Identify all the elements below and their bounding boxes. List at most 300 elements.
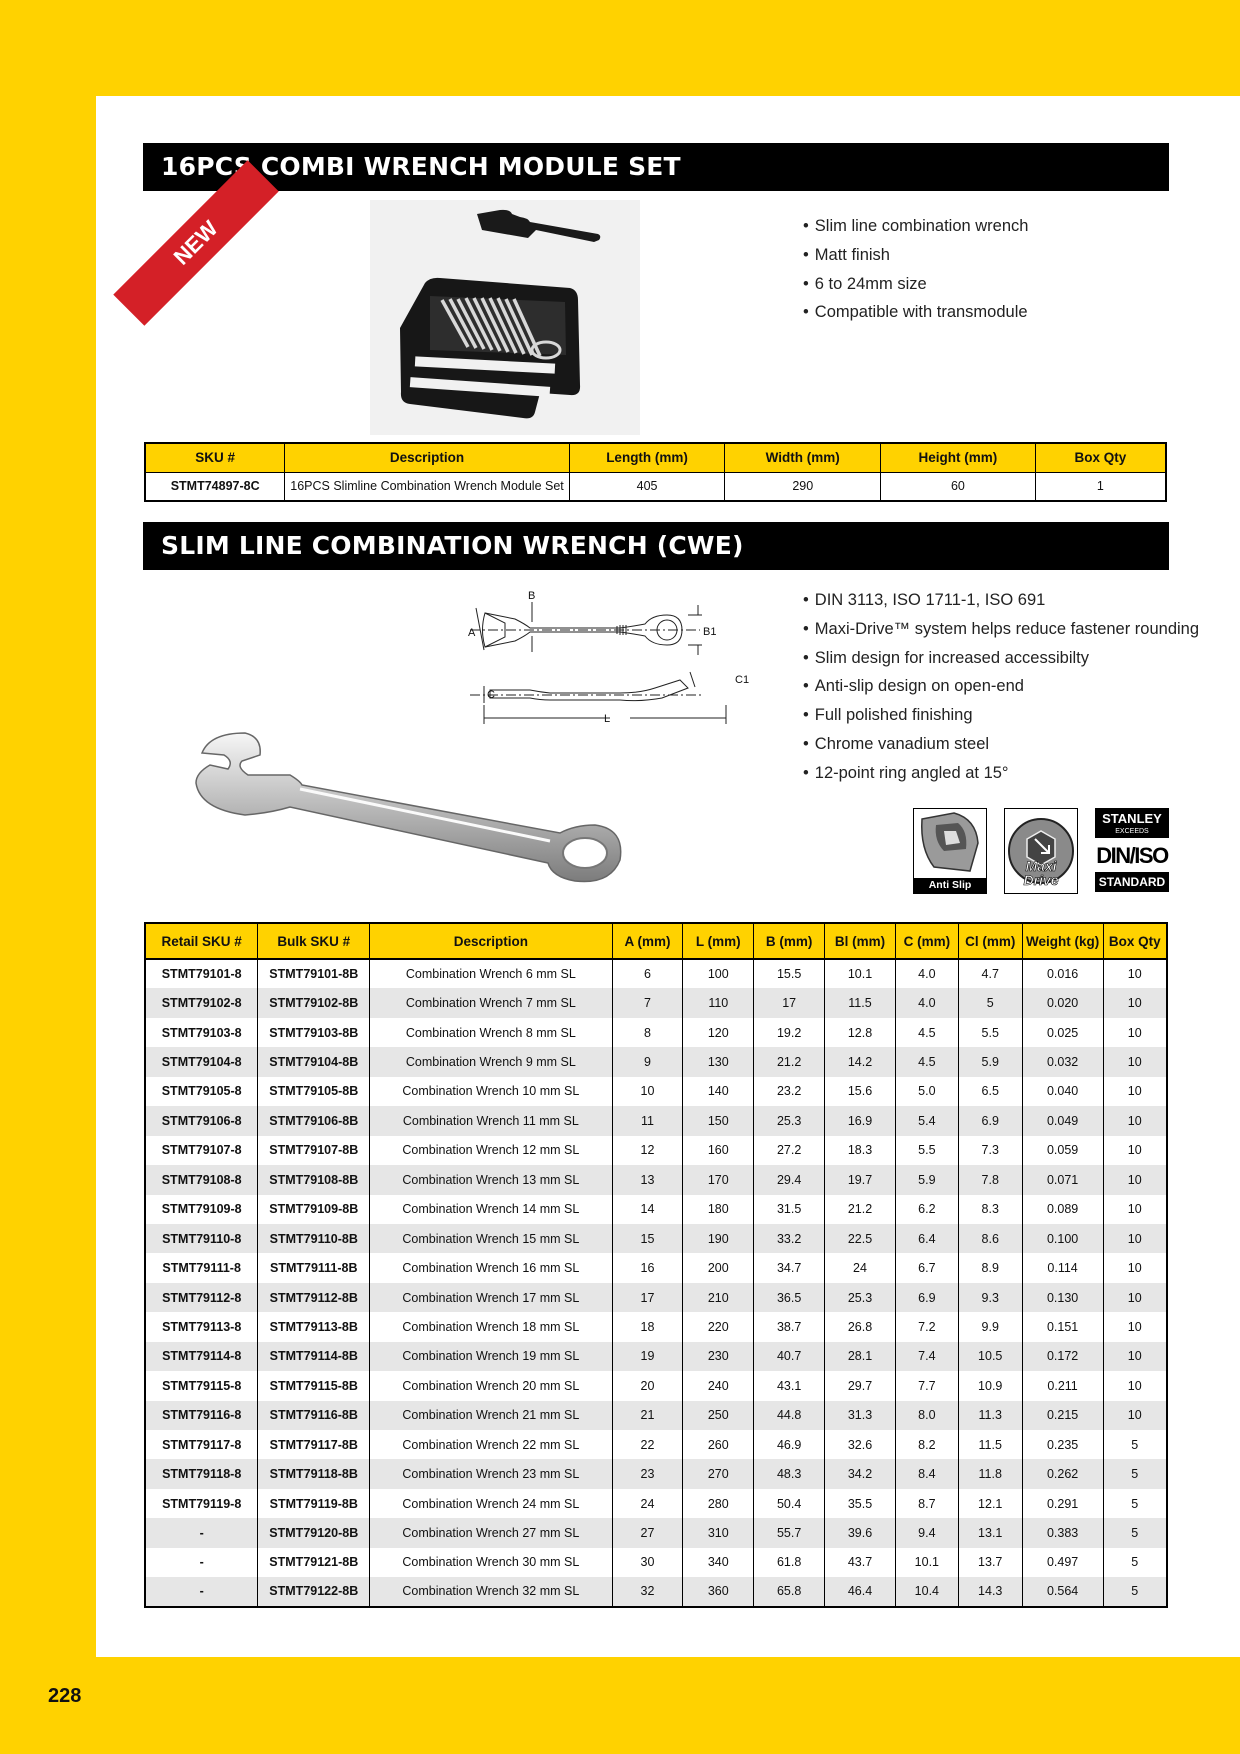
feature-item: • Slim design for increased accessibilty <box>803 644 1199 673</box>
exceeds-label: EXCEEDS <box>1095 828 1169 838</box>
description-cell: Combination Wrench 10 mm SL <box>370 1077 612 1106</box>
description-cell: Combination Wrench 20 mm SL <box>370 1371 612 1400</box>
description-cell: Combination Wrench 12 mm SL <box>370 1136 612 1165</box>
bl-mm-cell: 25.3 <box>825 1283 896 1312</box>
bl-mm-cell: 15.6 <box>825 1077 896 1106</box>
b-mm-cell: 23.2 <box>754 1077 825 1106</box>
box-qty-cell: 10 <box>1103 988 1167 1017</box>
section-title-module-set: 16PCS COMBI WRENCH MODULE SET <box>143 143 1169 191</box>
bulk-sku-cell: STMT79103-8B <box>258 1018 370 1047</box>
box-qty-cell: 5 <box>1103 1459 1167 1488</box>
bl-mm-cell: 43.7 <box>825 1548 896 1577</box>
a-mm-cell: 16 <box>612 1253 683 1282</box>
section-title-combination-wrench: SLIM LINE COMBINATION WRENCH (CWE) <box>143 522 1169 570</box>
column-header: Weight (kg) <box>1022 923 1103 959</box>
wrench-dimension-diagram <box>470 590 760 730</box>
c-mm-cell: 5.9 <box>895 1165 958 1194</box>
cl-mm-cell: 8.6 <box>958 1224 1022 1253</box>
anti-slip-badge <box>913 808 987 894</box>
bulk-sku-cell: STMT79107-8B <box>258 1136 370 1165</box>
retail-sku-cell: STMT79101-8 <box>145 959 258 988</box>
weight-cell: 0.291 <box>1022 1489 1103 1518</box>
weight-cell: 0.025 <box>1022 1018 1103 1047</box>
b-mm-cell: 38.7 <box>754 1312 825 1341</box>
table-row <box>145 1195 1167 1224</box>
b-mm-cell: 19.2 <box>754 1018 825 1047</box>
a-mm-cell: 7 <box>612 988 683 1017</box>
retail-sku-cell: STMT79115-8 <box>145 1371 258 1400</box>
dimension-label-a: A <box>468 627 476 639</box>
b-mm-cell: 46.9 <box>754 1430 825 1459</box>
retail-sku-cell: STMT79111-8 <box>145 1253 258 1282</box>
a-mm-cell: 17 <box>612 1283 683 1312</box>
a-mm-cell: 14 <box>612 1195 683 1224</box>
bl-mm-cell: 16.9 <box>825 1106 896 1135</box>
weight-cell: 0.049 <box>1022 1106 1103 1135</box>
retail-sku-cell: STMT79119-8 <box>145 1489 258 1518</box>
box-qty-cell: 10 <box>1103 1253 1167 1282</box>
a-mm-cell: 12 <box>612 1136 683 1165</box>
c-mm-cell: 7.2 <box>895 1312 958 1341</box>
bulk-sku-cell: STMT79110-8B <box>258 1224 370 1253</box>
box-qty-cell: 10 <box>1103 1283 1167 1312</box>
box-qty-cell: 5 <box>1103 1489 1167 1518</box>
b-mm-cell: 40.7 <box>754 1342 825 1371</box>
cl-mm-cell: 4.7 <box>958 959 1022 988</box>
table-row <box>145 1283 1167 1312</box>
table-row <box>145 1018 1167 1047</box>
b-mm-cell: 31.5 <box>754 1195 825 1224</box>
box-qty-cell: 10 <box>1103 1342 1167 1371</box>
b-mm-cell: 55.7 <box>754 1518 825 1547</box>
table-row <box>145 1548 1167 1577</box>
b-mm-cell: 36.5 <box>754 1283 825 1312</box>
column-header: Bulk SKU # <box>258 923 370 959</box>
box-qty-cell: 10 <box>1103 1047 1167 1076</box>
bl-mm-cell: 46.4 <box>825 1577 896 1606</box>
bl-mm-cell: 10.1 <box>825 959 896 988</box>
bl-mm-cell: 12.8 <box>825 1018 896 1047</box>
height-cell: 60 <box>881 472 1036 501</box>
c-mm-cell: 6.9 <box>895 1283 958 1312</box>
wrench-photo <box>190 725 670 885</box>
stanley-logo: STANLEY <box>1095 808 1169 828</box>
box-qty-cell: 10 <box>1103 1077 1167 1106</box>
box-qty-cell: 10 <box>1103 1224 1167 1253</box>
bulk-sku-cell: STMT79102-8B <box>258 988 370 1017</box>
table-row <box>145 1224 1167 1253</box>
weight-cell: 0.130 <box>1022 1283 1103 1312</box>
weight-cell: 0.071 <box>1022 1165 1103 1194</box>
bulk-sku-cell: STMT79122-8B <box>258 1577 370 1606</box>
box-qty-cell: 10 <box>1103 1106 1167 1135</box>
bulk-sku-cell: STMT79105-8B <box>258 1077 370 1106</box>
bulk-sku-cell: STMT79113-8B <box>258 1312 370 1341</box>
weight-cell: 0.383 <box>1022 1518 1103 1547</box>
a-mm-cell: 18 <box>612 1312 683 1341</box>
b-mm-cell: 29.4 <box>754 1165 825 1194</box>
a-mm-cell: 8 <box>612 1018 683 1047</box>
table-row <box>145 1577 1167 1606</box>
column-header: Height (mm) <box>881 443 1036 472</box>
feature-item: • Full polished finishing <box>803 701 1199 730</box>
length-cell: 405 <box>569 472 725 501</box>
bulk-sku-cell: STMT79109-8B <box>258 1195 370 1224</box>
c-mm-cell: 5.0 <box>895 1077 958 1106</box>
width-cell: 290 <box>725 472 881 501</box>
new-badge-label: NEW <box>113 160 278 325</box>
a-mm-cell: 30 <box>612 1548 683 1577</box>
table-row <box>145 1371 1167 1400</box>
table-row <box>145 1047 1167 1076</box>
bulk-sku-cell: STMT79118-8B <box>258 1459 370 1488</box>
table-row <box>145 1106 1167 1135</box>
weight-cell: 0.151 <box>1022 1312 1103 1341</box>
table-row <box>145 1342 1167 1371</box>
b-mm-cell: 25.3 <box>754 1106 825 1135</box>
b-mm-cell: 34.7 <box>754 1253 825 1282</box>
l-mm-cell: 220 <box>683 1312 754 1341</box>
description-cell: Combination Wrench 8 mm SL <box>370 1018 612 1047</box>
cl-mm-cell: 12.1 <box>958 1489 1022 1518</box>
column-header: SKU # <box>145 443 285 472</box>
c-mm-cell: 8.2 <box>895 1430 958 1459</box>
weight-cell: 0.100 <box>1022 1224 1103 1253</box>
new-badge <box>143 191 249 297</box>
weight-cell: 0.059 <box>1022 1136 1103 1165</box>
feature-item: • Matt finish <box>803 241 1028 270</box>
column-header: Box Qty <box>1035 443 1166 472</box>
description-cell: Combination Wrench 14 mm SL <box>370 1195 612 1224</box>
retail-sku-cell: - <box>145 1577 258 1606</box>
c-mm-cell: 5.5 <box>895 1136 958 1165</box>
retail-sku-cell: STMT79113-8 <box>145 1312 258 1341</box>
c-mm-cell: 8.4 <box>895 1459 958 1488</box>
c-mm-cell: 6.4 <box>895 1224 958 1253</box>
description-cell: Combination Wrench 24 mm SL <box>370 1489 612 1518</box>
bulk-sku-cell: STMT79111-8B <box>258 1253 370 1282</box>
c-mm-cell: 8.0 <box>895 1401 958 1430</box>
wrench-features <box>803 586 1199 788</box>
box-qty-cell: 1 <box>1035 472 1166 501</box>
cl-mm-cell: 5.9 <box>958 1047 1022 1076</box>
l-mm-cell: 260 <box>683 1430 754 1459</box>
a-mm-cell: 19 <box>612 1342 683 1371</box>
box-qty-cell: 10 <box>1103 1371 1167 1400</box>
bulk-sku-cell: STMT79119-8B <box>258 1489 370 1518</box>
feature-item: • 6 to 24mm size <box>803 270 1028 299</box>
box-qty-cell: 5 <box>1103 1548 1167 1577</box>
l-mm-cell: 210 <box>683 1283 754 1312</box>
bl-mm-cell: 14.2 <box>825 1047 896 1076</box>
l-mm-cell: 110 <box>683 988 754 1017</box>
bl-mm-cell: 26.8 <box>825 1312 896 1341</box>
box-qty-cell: 10 <box>1103 1136 1167 1165</box>
module-set-features <box>803 212 1028 327</box>
feature-item: • Maxi-Drive™ system helps reduce fastener rounding <box>803 615 1199 644</box>
bulk-sku-cell: STMT79114-8B <box>258 1342 370 1371</box>
cl-mm-cell: 13.7 <box>958 1548 1022 1577</box>
anti-slip-icon <box>914 809 986 879</box>
b-mm-cell: 21.2 <box>754 1047 825 1076</box>
bl-mm-cell: 21.2 <box>825 1195 896 1224</box>
box-qty-cell: 10 <box>1103 1401 1167 1430</box>
wrench-spec-table <box>144 922 1168 1608</box>
table-header-row <box>145 443 1166 472</box>
cl-mm-cell: 13.1 <box>958 1518 1022 1547</box>
l-mm-cell: 170 <box>683 1165 754 1194</box>
cl-mm-cell: 6.9 <box>958 1106 1022 1135</box>
table-row <box>145 1253 1167 1282</box>
cl-mm-cell: 5 <box>958 988 1022 1017</box>
a-mm-cell: 23 <box>612 1459 683 1488</box>
cl-mm-cell: 8.3 <box>958 1195 1022 1224</box>
bulk-sku-cell: STMT79112-8B <box>258 1283 370 1312</box>
table-row <box>145 1518 1167 1547</box>
weight-cell: 0.016 <box>1022 959 1103 988</box>
a-mm-cell: 24 <box>612 1489 683 1518</box>
box-qty-cell: 5 <box>1103 1577 1167 1606</box>
table-row <box>145 1459 1167 1488</box>
l-mm-cell: 150 <box>683 1106 754 1135</box>
l-mm-cell: 180 <box>683 1195 754 1224</box>
table-row <box>145 988 1167 1017</box>
cl-mm-cell: 9.3 <box>958 1283 1022 1312</box>
table-row <box>145 1136 1167 1165</box>
cl-mm-cell: 7.8 <box>958 1165 1022 1194</box>
box-qty-cell: 10 <box>1103 959 1167 988</box>
column-header: Length (mm) <box>569 443 725 472</box>
retail-sku-cell: STMT79110-8 <box>145 1224 258 1253</box>
wrench-table-body <box>145 959 1167 1607</box>
bl-mm-cell: 11.5 <box>825 988 896 1017</box>
maxi-drive-badge <box>1004 808 1078 894</box>
description-cell: 16PCS Slimline Combination Wrench Module Set <box>285 472 569 501</box>
table-row <box>145 1165 1167 1194</box>
description-cell: Combination Wrench 18 mm SL <box>370 1312 612 1341</box>
bl-mm-cell: 22.5 <box>825 1224 896 1253</box>
b-mm-cell: 27.2 <box>754 1136 825 1165</box>
standard-label: STANDARD <box>1095 872 1169 892</box>
l-mm-cell: 360 <box>683 1577 754 1606</box>
b-mm-cell: 65.8 <box>754 1577 825 1606</box>
dimension-label-l: L <box>604 713 611 725</box>
description-cell: Combination Wrench 11 mm SL <box>370 1106 612 1135</box>
weight-cell: 0.020 <box>1022 988 1103 1017</box>
feature-item: • DIN 3113, ISO 1711-1, ISO 691 <box>803 586 1199 615</box>
description-cell: Combination Wrench 23 mm SL <box>370 1459 612 1488</box>
module-set-photo <box>370 200 640 435</box>
page-number: 228 <box>48 1685 82 1707</box>
l-mm-cell: 270 <box>683 1459 754 1488</box>
feature-item: • Anti-slip design on open-end <box>803 672 1199 701</box>
module-set-spec-table <box>144 442 1167 502</box>
description-cell: Combination Wrench 22 mm SL <box>370 1430 612 1459</box>
c-mm-cell: 4.5 <box>895 1047 958 1076</box>
a-mm-cell: 10 <box>612 1077 683 1106</box>
bl-mm-cell: 24 <box>825 1253 896 1282</box>
b-mm-cell: 48.3 <box>754 1459 825 1488</box>
dimension-label-c1: C1 <box>735 674 750 686</box>
stanley-din-iso-badge <box>1095 808 1169 894</box>
column-header: B (mm) <box>754 923 825 959</box>
feature-item: • 12-point ring angled at 15° <box>803 759 1199 788</box>
feature-item: • Slim line combination wrench <box>803 212 1028 241</box>
bulk-sku-cell: STMT79101-8B <box>258 959 370 988</box>
anti-slip-label: Anti Slip <box>914 878 986 893</box>
description-cell: Combination Wrench 6 mm SL <box>370 959 612 988</box>
c-mm-cell: 4.0 <box>895 988 958 1017</box>
c-mm-cell: 10.1 <box>895 1548 958 1577</box>
retail-sku-cell: STMT79112-8 <box>145 1283 258 1312</box>
cl-mm-cell: 11.5 <box>958 1430 1022 1459</box>
c-mm-cell: 8.7 <box>895 1489 958 1518</box>
description-cell: Combination Wrench 13 mm SL <box>370 1165 612 1194</box>
a-mm-cell: 9 <box>612 1047 683 1076</box>
cl-mm-cell: 14.3 <box>958 1577 1022 1606</box>
box-qty-cell: 10 <box>1103 1312 1167 1341</box>
bulk-sku-cell: STMT79117-8B <box>258 1430 370 1459</box>
retail-sku-cell: STMT79107-8 <box>145 1136 258 1165</box>
table-row <box>145 959 1167 988</box>
retail-sku-cell: STMT79109-8 <box>145 1195 258 1224</box>
weight-cell: 0.089 <box>1022 1195 1103 1224</box>
bulk-sku-cell: STMT79115-8B <box>258 1371 370 1400</box>
weight-cell: 0.215 <box>1022 1401 1103 1430</box>
table-row <box>145 1430 1167 1459</box>
description-cell: Combination Wrench 27 mm SL <box>370 1518 612 1547</box>
l-mm-cell: 160 <box>683 1136 754 1165</box>
a-mm-cell: 11 <box>612 1106 683 1135</box>
table-row <box>145 1401 1167 1430</box>
bl-mm-cell: 35.5 <box>825 1489 896 1518</box>
column-header: Bl (mm) <box>825 923 896 959</box>
a-mm-cell: 15 <box>612 1224 683 1253</box>
column-header: Cl (mm) <box>958 923 1022 959</box>
cl-mm-cell: 11.8 <box>958 1459 1022 1488</box>
bulk-sku-cell: STMT79108-8B <box>258 1165 370 1194</box>
c-mm-cell: 7.4 <box>895 1342 958 1371</box>
a-mm-cell: 20 <box>612 1371 683 1400</box>
cl-mm-cell: 8.9 <box>958 1253 1022 1282</box>
box-qty-cell: 10 <box>1103 1018 1167 1047</box>
table-row <box>145 1077 1167 1106</box>
bl-mm-cell: 39.6 <box>825 1518 896 1547</box>
feature-item: • Chrome vanadium steel <box>803 730 1199 759</box>
box-qty-cell: 5 <box>1103 1430 1167 1459</box>
column-header: Width (mm) <box>725 443 881 472</box>
description-cell: Combination Wrench 9 mm SL <box>370 1047 612 1076</box>
dimension-label-b1: B1 <box>703 626 717 638</box>
box-qty-cell: 10 <box>1103 1195 1167 1224</box>
bulk-sku-cell: STMT79106-8B <box>258 1106 370 1135</box>
sku-cell: STMT74897-8C <box>145 472 285 501</box>
b-mm-cell: 15.5 <box>754 959 825 988</box>
maxi-drive-label-line1: Maxi <box>1025 858 1057 874</box>
weight-cell: 0.564 <box>1022 1577 1103 1606</box>
cl-mm-cell: 10.9 <box>958 1371 1022 1400</box>
a-mm-cell: 32 <box>612 1577 683 1606</box>
box-qty-cell: 10 <box>1103 1165 1167 1194</box>
description-cell: Combination Wrench 7 mm SL <box>370 988 612 1017</box>
bl-mm-cell: 31.3 <box>825 1401 896 1430</box>
column-header: Box Qty <box>1103 923 1167 959</box>
a-mm-cell: 21 <box>612 1401 683 1430</box>
table-row <box>145 472 1166 501</box>
table-header-row <box>145 923 1167 959</box>
bulk-sku-cell: STMT79104-8B <box>258 1047 370 1076</box>
retail-sku-cell: STMT79105-8 <box>145 1077 258 1106</box>
weight-cell: 0.114 <box>1022 1253 1103 1282</box>
bulk-sku-cell: STMT79121-8B <box>258 1548 370 1577</box>
box-qty-cell: 5 <box>1103 1518 1167 1547</box>
b-mm-cell: 44.8 <box>754 1401 825 1430</box>
bulk-sku-cell: STMT79116-8B <box>258 1401 370 1430</box>
column-header: Retail SKU # <box>145 923 258 959</box>
c-mm-cell: 9.4 <box>895 1518 958 1547</box>
c-mm-cell: 10.4 <box>895 1577 958 1606</box>
bl-mm-cell: 18.3 <box>825 1136 896 1165</box>
description-cell: Combination Wrench 15 mm SL <box>370 1224 612 1253</box>
cl-mm-cell: 5.5 <box>958 1018 1022 1047</box>
bl-mm-cell: 28.1 <box>825 1342 896 1371</box>
feature-item: • Compatible with transmodule <box>803 298 1028 327</box>
weight-cell: 0.172 <box>1022 1342 1103 1371</box>
maxi-drive-label-line2: Drive <box>1023 872 1059 888</box>
cl-mm-cell: 11.3 <box>958 1401 1022 1430</box>
weight-cell: 0.040 <box>1022 1077 1103 1106</box>
cl-mm-cell: 9.9 <box>958 1312 1022 1341</box>
bl-mm-cell: 34.2 <box>825 1459 896 1488</box>
b-mm-cell: 43.1 <box>754 1371 825 1400</box>
din-iso-label: DIN/ISO <box>1096 843 1168 868</box>
weight-cell: 0.211 <box>1022 1371 1103 1400</box>
b-mm-cell: 50.4 <box>754 1489 825 1518</box>
column-header: L (mm) <box>683 923 754 959</box>
table-row <box>145 1312 1167 1341</box>
dimension-label-b: B <box>528 590 536 602</box>
bl-mm-cell: 19.7 <box>825 1165 896 1194</box>
b-mm-cell: 17 <box>754 988 825 1017</box>
retail-sku-cell: STMT79104-8 <box>145 1047 258 1076</box>
cl-mm-cell: 7.3 <box>958 1136 1022 1165</box>
l-mm-cell: 280 <box>683 1489 754 1518</box>
description-cell: Combination Wrench 17 mm SL <box>370 1283 612 1312</box>
l-mm-cell: 120 <box>683 1018 754 1047</box>
l-mm-cell: 200 <box>683 1253 754 1282</box>
b-mm-cell: 61.8 <box>754 1548 825 1577</box>
cl-mm-cell: 6.5 <box>958 1077 1022 1106</box>
retail-sku-cell: STMT79114-8 <box>145 1342 258 1371</box>
description-cell: Combination Wrench 21 mm SL <box>370 1401 612 1430</box>
dimension-label-c: C <box>487 689 495 701</box>
weight-cell: 0.032 <box>1022 1047 1103 1076</box>
l-mm-cell: 230 <box>683 1342 754 1371</box>
retail-sku-cell: STMT79102-8 <box>145 988 258 1017</box>
description-cell: Combination Wrench 32 mm SL <box>370 1577 612 1606</box>
l-mm-cell: 140 <box>683 1077 754 1106</box>
l-mm-cell: 130 <box>683 1047 754 1076</box>
retail-sku-cell: STMT79116-8 <box>145 1401 258 1430</box>
description-cell: Combination Wrench 30 mm SL <box>370 1548 612 1577</box>
l-mm-cell: 240 <box>683 1371 754 1400</box>
retail-sku-cell: STMT79103-8 <box>145 1018 258 1047</box>
a-mm-cell: 6 <box>612 959 683 988</box>
description-cell: Combination Wrench 19 mm SL <box>370 1342 612 1371</box>
l-mm-cell: 100 <box>683 959 754 988</box>
cl-mm-cell: 10.5 <box>958 1342 1022 1371</box>
weight-cell: 0.235 <box>1022 1430 1103 1459</box>
